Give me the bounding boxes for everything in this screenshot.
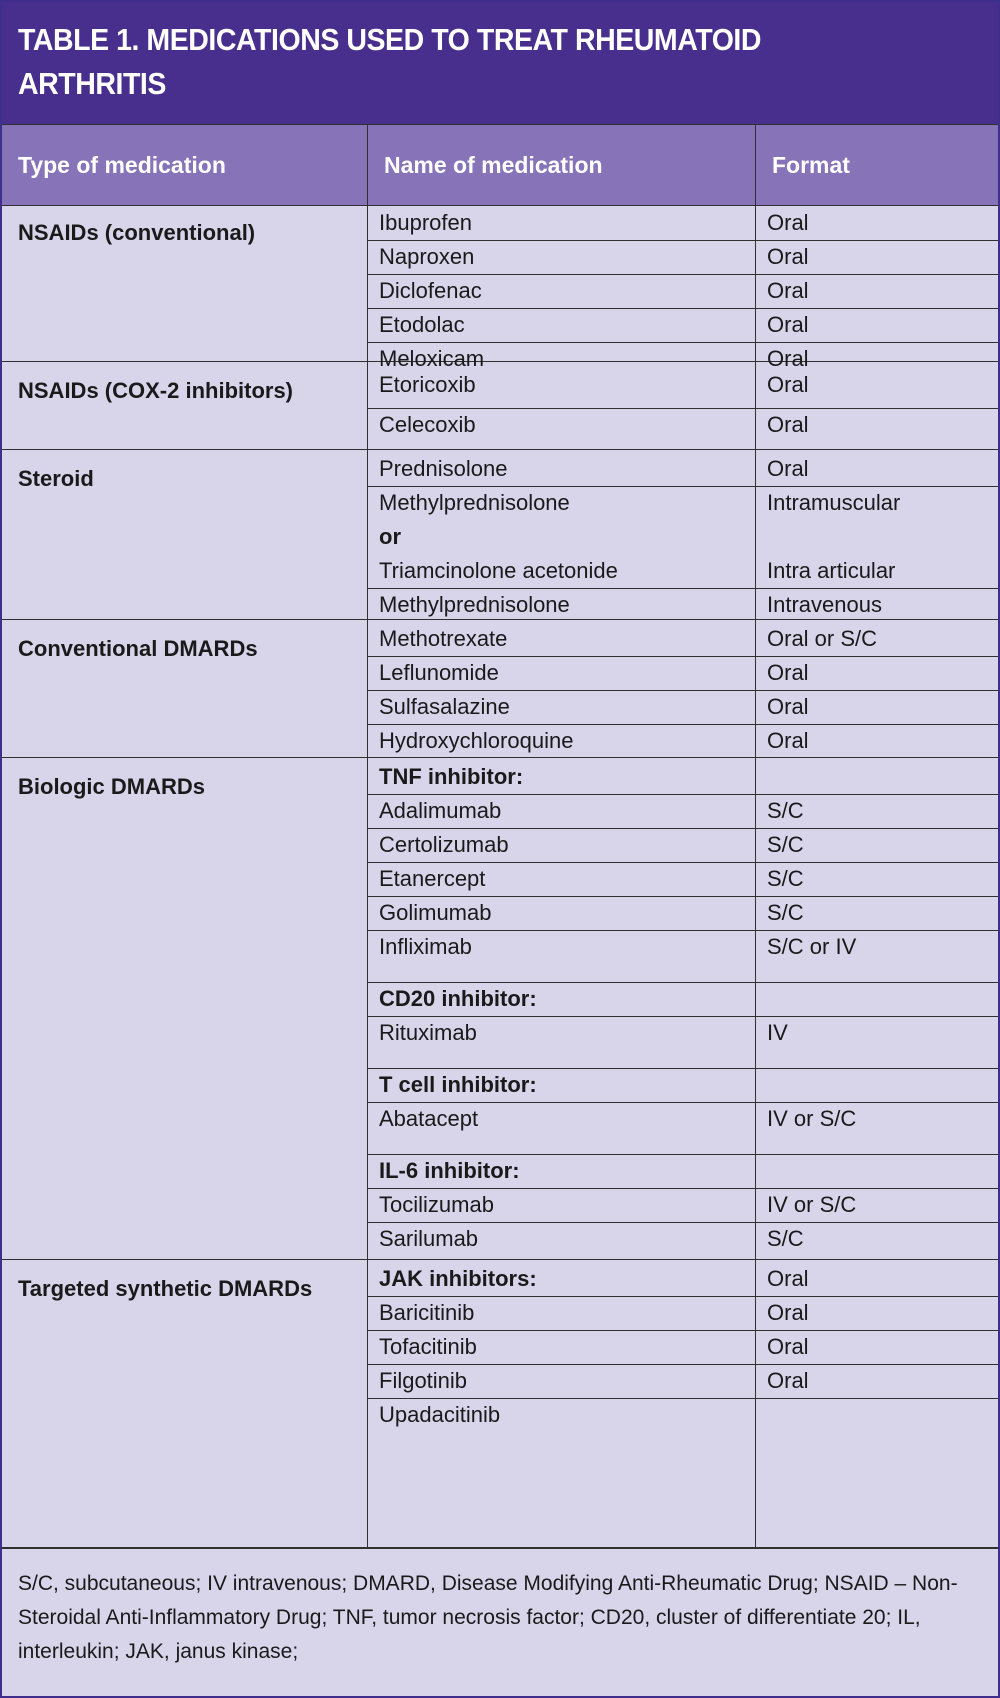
table-row: [367, 1222, 998, 1256]
medication-format: Oral: [767, 346, 809, 371]
table-row: [367, 862, 998, 896]
medication-format: Oral: [767, 278, 809, 303]
table-row: [367, 452, 998, 486]
medication-name: JAK inhibitors:: [379, 1266, 537, 1291]
medication-format: [755, 1398, 998, 1432]
table-row: [367, 520, 998, 554]
medication-format: S/C: [767, 798, 804, 823]
table-row: [367, 896, 998, 930]
medication-format: Intravenous: [767, 592, 882, 617]
medication-name: CD20 inhibitor:: [379, 986, 537, 1011]
table-title: TABLE 1. MEDICATIONS USED TO TREAT RHEUMATOID ARTHRITIS: [18, 22, 762, 101]
medication-format: IV or S/C: [767, 1106, 857, 1131]
medication-format: Oral or S/C: [767, 626, 878, 651]
table-row: [367, 368, 998, 408]
medication-format: Oral: [767, 244, 809, 269]
medication-name: Triamcinolone acetonide: [379, 558, 618, 583]
table-row: [367, 1262, 998, 1296]
table-row: [367, 206, 998, 240]
table-group: [2, 1260, 998, 1548]
header-type: Type of medication: [18, 152, 226, 178]
medication-format: [755, 760, 998, 794]
medication-format: IV: [767, 1020, 788, 1045]
medication-name: Filgotinib: [379, 1368, 468, 1393]
medication-name: T cell inhibitor:: [379, 1072, 537, 1097]
medication-format: Oral: [767, 456, 809, 481]
table-row: [367, 1364, 998, 1398]
table-header-row: [2, 124, 998, 206]
table-row: [367, 1188, 998, 1222]
medication-name: Certolizumab: [379, 832, 509, 857]
table-title-bar: [2, 2, 998, 124]
table-group: [2, 620, 998, 758]
medication-name: Sulfasalazine: [379, 694, 510, 719]
medication-name: Adalimumab: [379, 798, 502, 823]
medication-name: Methotrexate: [379, 626, 508, 651]
medication-format: Oral: [767, 1334, 809, 1359]
table-row: [367, 794, 998, 828]
table-row: [367, 408, 998, 450]
medication-format: S/C: [767, 1226, 804, 1251]
table-body: [2, 204, 998, 1548]
medication-format: [755, 520, 998, 554]
table-row: [367, 308, 998, 342]
medication-name: Ibuprofen: [379, 210, 472, 235]
table-group: [2, 362, 998, 450]
medication-name: Methylprednisolone: [379, 592, 570, 617]
table-row: [367, 1398, 998, 1432]
table-row: [367, 274, 998, 308]
table-row: [367, 1016, 998, 1068]
medication-type: Conventional DMARDs: [18, 636, 258, 661]
header-format: Format: [755, 125, 998, 205]
medication-name: or: [379, 524, 401, 549]
medication-type: Targeted synthetic DMARDs: [18, 1276, 313, 1301]
medication-format: Oral: [767, 660, 809, 685]
medication-name: TNF inhibitor:: [379, 764, 524, 789]
medication-type: NSAIDs (COX-2 inhibitors): [18, 378, 294, 403]
medication-format: S/C: [767, 900, 804, 925]
medication-name: Etanercept: [379, 866, 486, 891]
table-group: [2, 758, 998, 1260]
table-row: [367, 1296, 998, 1330]
medication-format: Oral: [767, 694, 809, 719]
medication-format: Oral: [767, 412, 809, 437]
table-group: [2, 450, 998, 620]
table-row: [367, 1330, 998, 1364]
medication-name: Abatacept: [379, 1106, 479, 1131]
table-row: [367, 724, 998, 758]
table-row: [367, 760, 998, 794]
medication-format: S/C or IV: [767, 934, 857, 959]
table-row: [367, 982, 998, 1016]
medication-format: Oral: [767, 1266, 809, 1291]
medication-format: Oral: [767, 1300, 809, 1325]
medication-name: Tofacitinib: [379, 1334, 477, 1359]
table-row: [367, 1102, 998, 1154]
medication-format: IV or S/C: [767, 1192, 857, 1217]
medication-format: [755, 1154, 998, 1188]
medication-name: Methylprednisolone: [379, 490, 570, 515]
medication-name: Naproxen: [379, 244, 475, 269]
medication-format: Oral: [767, 312, 809, 337]
table-row: [367, 828, 998, 862]
table-footnote: S/C, subcutaneous; IV intravenous; DMARD, Disease Modifying Anti-Rheumatic Drug; NSAID – Non-Steroidal Anti-Inflammatory Drug; TNF, tumor necrosis factor; CD20, cluster of differentiate 20; IL, interleukin; JAK, janus kinase;: [2, 1548, 998, 1696]
medication-format: Oral: [767, 728, 809, 753]
medication-name: Upadacitinib: [379, 1402, 501, 1427]
medication-name: Sarilumab: [379, 1226, 479, 1251]
medication-type: Biologic DMARDs: [18, 774, 205, 799]
table-group: [2, 204, 998, 371]
medication-type: Steroid: [18, 466, 94, 491]
medication-format: Intramuscular: [767, 490, 901, 515]
medication-format: S/C: [767, 832, 804, 857]
medication-name: Etoricoxib: [379, 372, 476, 397]
medication-name: Meloxicam: [379, 346, 485, 371]
header-name: Name of medication: [367, 125, 755, 205]
table-row: [367, 1154, 998, 1188]
medication-format: Oral: [767, 372, 809, 397]
medication-format: Oral: [767, 1368, 809, 1393]
medication-format: S/C: [767, 866, 804, 891]
medication-name: Leflunomide: [379, 660, 499, 685]
table-row: [367, 554, 998, 588]
medication-name: Baricitinib: [379, 1300, 475, 1325]
medication-format: Intra articular: [767, 558, 896, 583]
medication-name: Rituximab: [379, 1020, 477, 1045]
medication-name: Prednisolone: [379, 456, 508, 481]
medication-type: NSAIDs (conventional): [18, 220, 256, 245]
medication-name: Tocilizumab: [379, 1192, 494, 1217]
medication-name: Hydroxychloroquine: [379, 728, 574, 753]
medication-name: Etodolac: [379, 312, 465, 337]
table-row: [367, 1068, 998, 1102]
table-row: [367, 486, 998, 520]
medication-name: Infliximab: [379, 934, 472, 959]
medication-name: IL-6 inhibitor:: [379, 1158, 520, 1183]
medication-name: Diclofenac: [379, 278, 482, 303]
medication-name: Celecoxib: [379, 412, 476, 437]
medication-name: Golimumab: [379, 900, 492, 925]
table-row: [367, 240, 998, 274]
table-row: [367, 656, 998, 690]
medication-format: Oral: [767, 210, 809, 235]
medication-format: [755, 1068, 998, 1102]
table-row: [367, 690, 998, 724]
table-row: [367, 588, 998, 622]
table-row: [367, 622, 998, 656]
table-row: [367, 930, 998, 982]
medication-format: [755, 982, 998, 1016]
